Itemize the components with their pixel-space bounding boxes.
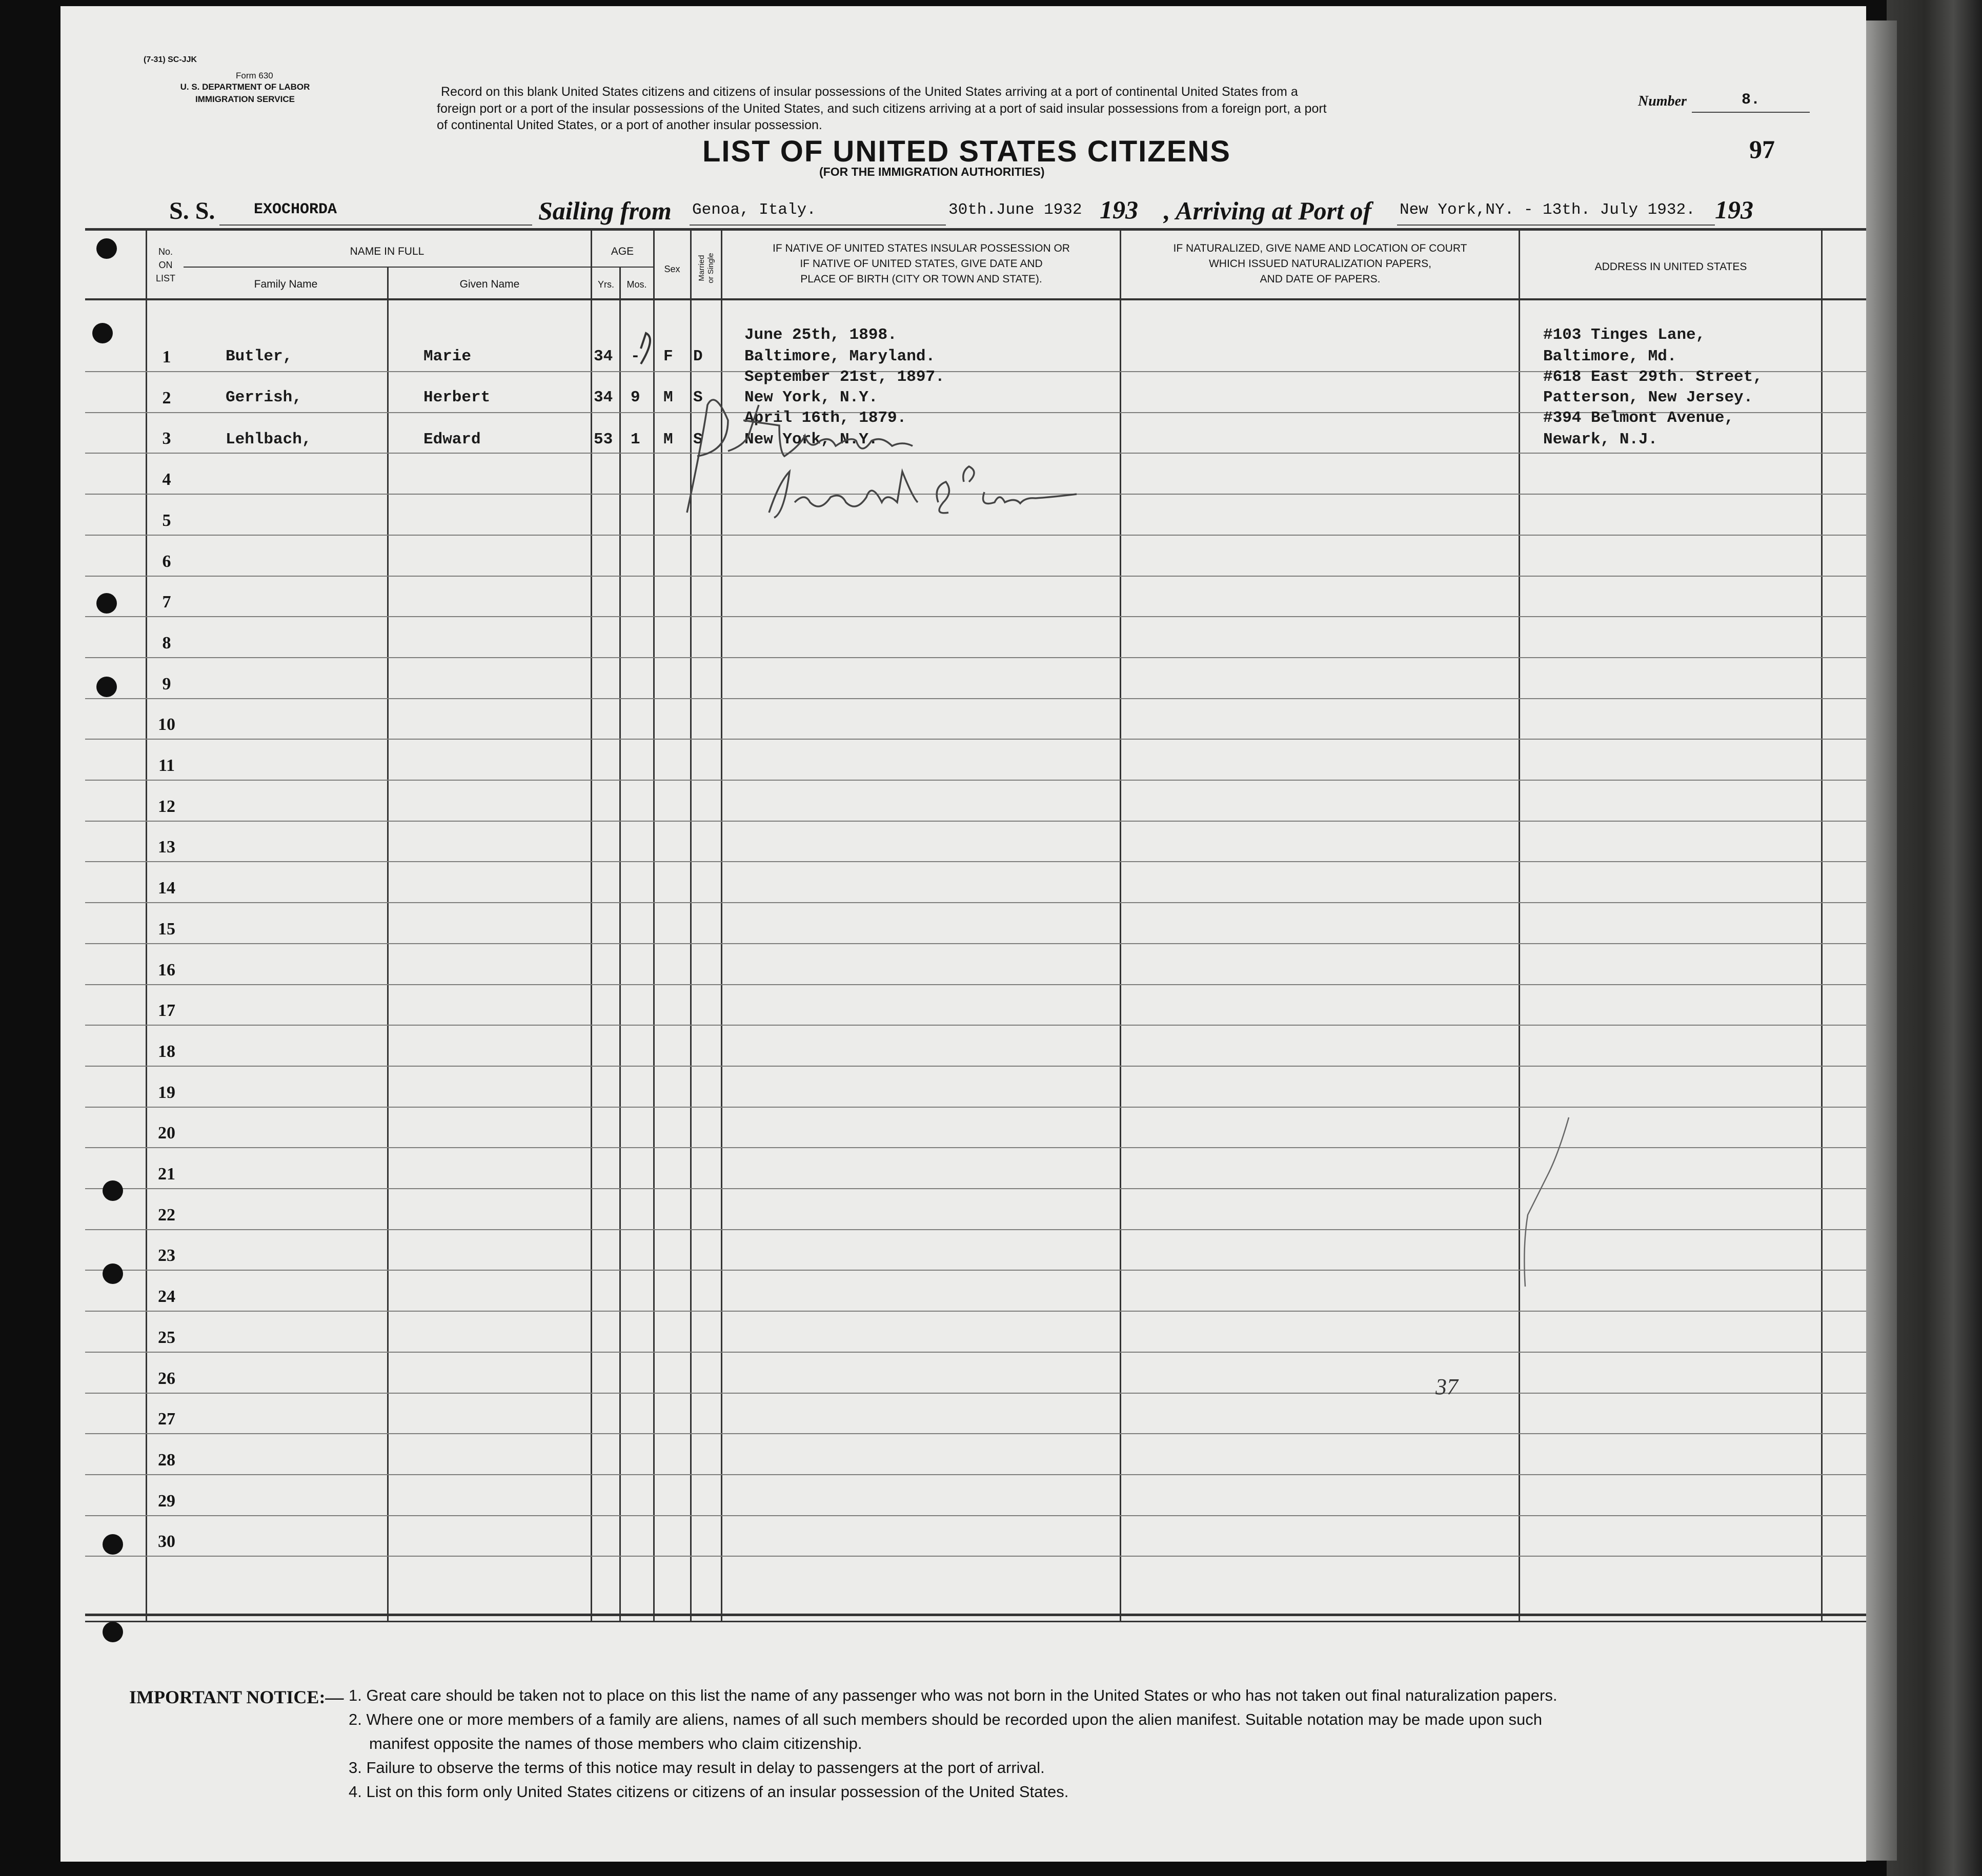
row-rule [85,1025,1866,1026]
row-number: 24 [158,1287,175,1307]
row-rule [85,1433,1866,1434]
row-number: 19 [158,1083,175,1102]
header-married-single: Married or Single [697,253,715,283]
punch-hole [103,1180,123,1201]
row-rule [85,576,1866,577]
given-name: Edward [423,431,481,448]
header-age: AGE [611,246,634,257]
row-rule [85,1229,1866,1230]
notice-item-2: 2. Where one or more members of a family are aliens, names of all such members should be recorded upon the alien manifest. Suitable notation may be made upon such [349,1710,1542,1728]
header-bottom-rule [85,298,1866,300]
given-name: Herbert [423,389,491,406]
punch-hole [92,323,113,343]
header-address: ADDRESS IN UNITED STATES [1594,261,1747,273]
row-rule [85,1270,1866,1271]
ship-underline [219,225,532,226]
page-subtitle: (FOR THE IMMIGRATION AUTHORITIES) [819,165,1045,178]
header-given-name: Given Name [459,278,520,290]
given-name: Marie [423,348,472,365]
service: IMMIGRATION SERVICE [195,94,295,104]
birth-place: New York, N.Y. [744,431,878,448]
row-number: 8 [162,633,171,652]
birth-date: June 25th, 1898. [744,326,897,344]
sex: F [663,348,673,365]
notice-label: IMPORTANT NOTICE:— [129,1687,344,1707]
row-number: 13 [158,838,175,857]
row-rule [85,1107,1866,1108]
page-title: LIST OF UNITED STATES CITIZENS [702,135,1231,168]
stray-pencil-mark [1518,1112,1579,1328]
age-subheader-rule [592,267,653,268]
row-number: 21 [158,1165,175,1184]
row-rule [85,1188,1866,1189]
row-rule [85,1066,1866,1067]
year-suffix-1: 193 [1100,195,1138,224]
address-line-1: #618 East 29th. Street, [1543,368,1763,386]
row-rule [85,1556,1866,1557]
row-rule [85,861,1866,862]
name-subheader-rule [184,267,592,268]
sailing-label: Sailing from [538,196,672,225]
col-divider-naturalized [1519,228,1520,1622]
row-number: 2 [162,388,171,407]
row-number: 4 [162,470,171,490]
header-naturalization: IF NATURALIZED, GIVE NAME AND LOCATION OF COURT WHICH ISSUED NATURALIZATION PAPERS, AND DATE OF PAPERS. [1173,242,1467,285]
row-number: 23 [158,1246,175,1266]
row-number: 27 [158,1410,175,1429]
address-line-1: #394 Belmont Avenue, [1543,409,1734,427]
row-rule [85,535,1866,536]
punch-hole [103,1534,123,1555]
marital-status: D [693,348,703,365]
row-rule [85,902,1866,903]
age-months: 1 [631,431,640,448]
row-rule [85,1393,1866,1394]
row-number: 5 [162,511,171,530]
handwritten-mark: 37 [1435,1374,1458,1399]
row-number: 3 [162,429,171,448]
arrival-port: New York,NY. - 13th. July 1932. [1400,201,1695,219]
col-divider-given [591,228,592,1622]
header-name-in-full: NAME IN FULL [350,246,424,257]
row-number: 25 [158,1328,175,1347]
from-underline [690,225,946,226]
birth-place: Baltimore, Maryland. [744,348,936,365]
punch-hole [96,677,117,697]
family-name: Butler, [226,348,293,365]
signature-time-stroke [937,466,1077,513]
row-rule [85,1515,1866,1516]
row-number: 11 [158,756,175,775]
punch-hole [96,593,117,614]
row-number: 18 [158,1042,175,1061]
signature-title-stroke [769,472,918,518]
row-rule [85,821,1866,822]
row-number: 26 [158,1369,175,1388]
family-name: Lehlbach, [226,431,312,448]
row-number: 22 [158,1205,175,1225]
sail-date: 30th.June 1932 [948,201,1082,219]
row-number: 29 [158,1491,175,1511]
row-number: 28 [158,1450,175,1470]
col-divider-no [146,228,147,1622]
age-years: 34 [594,389,613,406]
marital-status: S [693,389,703,406]
form-code: (7-31) SC-JJK [144,55,197,64]
row-rule [85,1352,1866,1353]
row-number: 14 [158,879,175,898]
row-rule [85,780,1866,781]
address-line-2: Baltimore, Md. [1543,348,1677,365]
port-underline [1397,225,1715,226]
row-number: 17 [158,1001,175,1021]
instruction-line-3: of continental United States, or a port of another insular possession. [437,118,822,132]
age-months: - [631,348,640,365]
page-number: 97 [1749,135,1775,164]
birth-date: September 21st, 1897. [744,368,945,386]
checkmark-stroke [641,333,650,364]
header-family-name: Family Name [254,278,318,290]
age-years: 53 [594,431,613,448]
family-name: Gerrish, [226,389,302,406]
col-divider-family [387,267,389,1622]
year-suffix-2: 193 [1715,195,1753,224]
row-number: 20 [158,1124,175,1143]
col-divider-address [1821,228,1823,1622]
age-years: 34 [594,348,613,365]
row-rule [85,657,1866,658]
row-rule [85,698,1866,699]
instruction-line-2: foreign port or a port of the insular possessions of the United States, and such citizens arriving at a port of said insular possessions from a foreign port, a port [437,101,1327,116]
header-mos: Mos. [626,279,647,290]
row-number: 30 [158,1532,175,1552]
row-number: 10 [158,715,175,735]
birth-date: April 16th, 1879. [744,409,907,427]
form-number: Form 630 [236,71,273,80]
punch-hole [96,238,117,259]
number-underline [1692,112,1810,113]
table-bottom-rule-2 [85,1621,1866,1622]
department: U. S. DEPARTMENT OF LABOR [180,82,310,92]
table-bottom-rule [85,1614,1866,1616]
sex: M [663,389,673,406]
scan-shadow [1887,0,1982,1876]
row-rule [85,739,1866,740]
header-sex: Sex [664,264,680,274]
notice-item-1: 1. Great care should be taken not to place on this list the name of any passenger who was not born in the United States or who has not taken out final naturalization papers. [349,1686,1558,1704]
punch-hole [103,1263,123,1284]
handwritten-inspector-signature [625,318,1138,533]
col-divider-yrs [619,267,621,1622]
row-number: 12 [158,797,175,816]
marital-status: S [693,431,703,448]
number-value: 8. [1742,91,1761,109]
ship-name: EXOCHORDA [254,201,337,218]
row-number: 9 [162,674,171,694]
paper-edge [1866,21,1897,1861]
arriving-label: , Arriving at Port of [1164,196,1372,225]
row-number: 15 [158,919,175,939]
table-top-rule [85,228,1866,231]
header-yrs: Yrs. [597,279,614,290]
address-line-2: Newark, N.J. [1543,431,1658,448]
notice-item-3: 3. Failure to observe the terms of this notice may result in delay to passengers at the port of arrival. [349,1759,1045,1777]
row-rule [85,1147,1866,1148]
row-number: 7 [162,593,171,612]
sailing-from: Genoa, Italy. [692,201,816,219]
header-birth: IF NATIVE OF UNITED STATES INSULAR POSSESSION OR IF NATIVE OF UNITED STATES, GIVE DATE AND PLACE OF BIRTH (CITY OR TOWN AND STATE). [773,242,1070,285]
instruction-line-1: Record on this blank United States citizens and citizens of insular possessions of the United States arriving at a port of continental United States from a [441,85,1298,99]
address-line-1: #103 Tinges Lane, [1543,326,1706,344]
row-rule [85,616,1866,617]
notice-item-4: 4. List on this form only United States citizens or citizens of an insular possession of the United States. [349,1783,1069,1801]
birth-place: New York, N.Y. [744,389,878,406]
row-rule [85,1474,1866,1475]
number-label: Number [1638,93,1687,109]
row-rule [85,1311,1866,1312]
address-line-2: Patterson, New Jersey. [1543,389,1753,406]
notice-item-2-cont: manifest opposite the names of those members who claim citizenship. [369,1735,862,1752]
row-number: 6 [162,552,171,571]
sex: M [663,431,673,448]
row-number: 1 [162,348,171,366]
row-rule [85,943,1866,944]
row-rule [85,984,1866,985]
header-no-on-list: No. ON LIST [155,247,175,283]
age-months: 9 [631,389,640,406]
punch-hole [103,1622,123,1642]
row-number: 16 [158,960,175,980]
ss-label: S. S. [169,197,215,225]
